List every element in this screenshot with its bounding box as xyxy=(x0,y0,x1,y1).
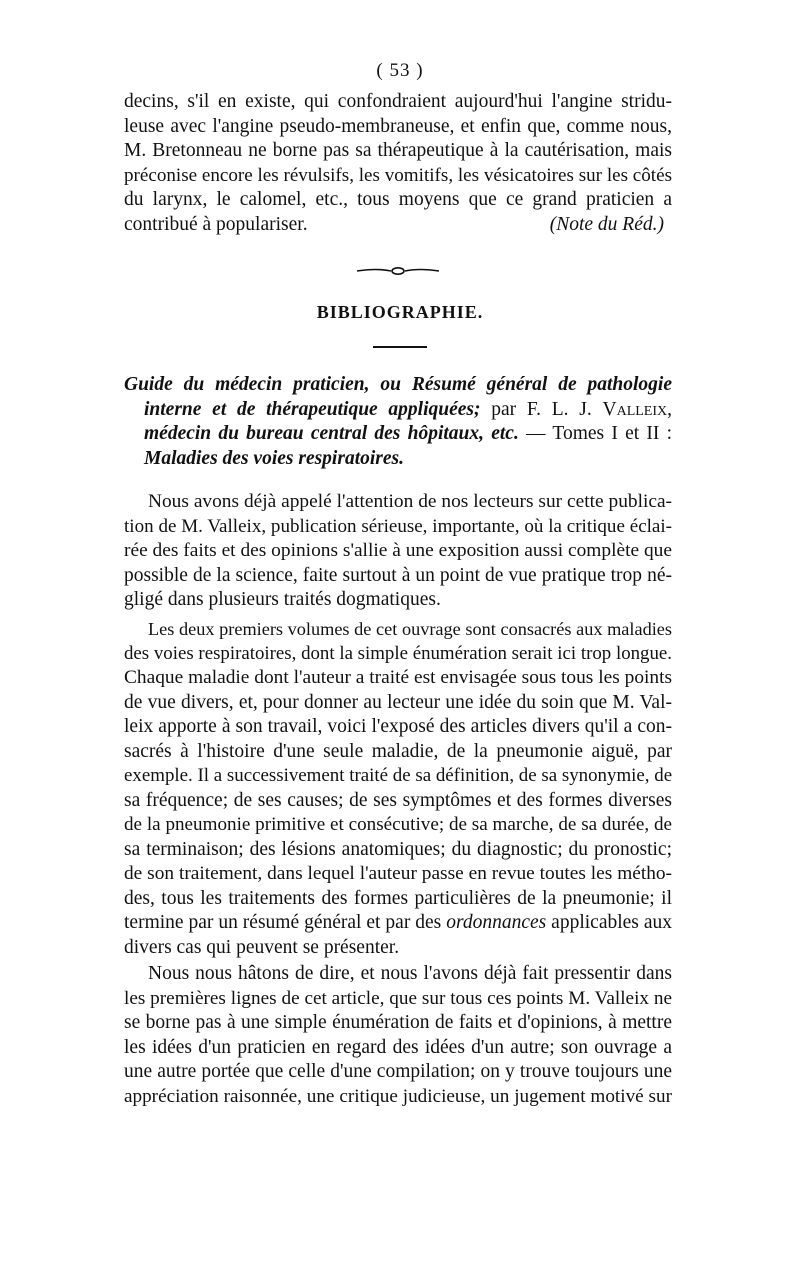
text-line: leix apporte à son travail, voici l'exposé des articles divers qu'il a con- xyxy=(124,716,672,737)
text-line: préconise encore les révulsifs, les vomitifs, les vésicatoires sur les côtés xyxy=(124,164,672,186)
heading-rule xyxy=(373,346,427,348)
book-title-part: médecin du bureau central des hôpitaux, etc. xyxy=(144,423,519,444)
text-line: sa terminaison; des lésions anatomiques; du diagnostic; du pronostic; xyxy=(124,838,672,860)
text-line: Chaque maladie dont l'auteur a traité est envisagée sous tous les points xyxy=(124,667,672,688)
text-line: decins, s'il en existe, qui confondraient aujourd'hui l'angine stridu- xyxy=(124,91,672,112)
book-volumes: — Tomes I et II : xyxy=(518,423,672,444)
note-attribution: (Note du Réd.) xyxy=(549,213,664,235)
book-title-part: interne et de thérapeutique appliquées; xyxy=(144,398,481,420)
text-line: du larynx, le calomel, etc., tous moyens que ce grand praticien a xyxy=(124,189,672,210)
paragraph-1 xyxy=(124,490,672,613)
text-line: des voies respiratoires, dont la simple énumération serait ici trop longue. xyxy=(124,642,672,664)
text-line: gligé dans plusieurs traités dogmatiques. xyxy=(124,589,441,610)
paragraph-3 xyxy=(124,962,672,1109)
text-line: M. Bretonneau ne borne pas sa thérapeutique à la cautérisation, mais xyxy=(124,140,672,161)
text-line: les idées d'un praticien en regard des idées d'un autre; son ouvrage a xyxy=(124,1036,672,1058)
ornament-divider-icon xyxy=(355,266,441,276)
text-line xyxy=(124,213,672,238)
book-author-suffix: , xyxy=(667,398,672,420)
text-line: possible de la science, faite surtout à un point de vue pratique trop né- xyxy=(124,564,672,586)
text-line: les premières lignes de cet article, que sur tous ces points M. Valleix ne xyxy=(124,987,672,1009)
book-title-line: Maladies des voies respiratoires. xyxy=(144,447,404,469)
text-line: sa fréquence; de ses causes; de ses symptômes et des formes diverses xyxy=(124,789,672,811)
text-fragment: termine par un résumé général et par des xyxy=(124,912,447,933)
text-line: de son traitement, dans lequel l'auteur passe en revue toutes les métho- xyxy=(124,863,672,884)
text-line: Les deux premiers volumes de cet ouvrage sont consacrés aux maladies xyxy=(148,619,672,639)
text-fragment: applicables aux xyxy=(546,912,673,933)
text-line: de la pneumonie primitive et consécutive; de sa marche, de sa durée, de xyxy=(124,814,672,835)
book-reference xyxy=(124,373,672,471)
paragraph-2 xyxy=(124,617,672,960)
note-last-line: contribué à populariser. xyxy=(124,213,308,235)
text-line: exemple. Il a successivement traité de sa définition, de sa synonymie, de xyxy=(124,765,673,786)
text-line: se borne pas à une simple énumération de faits et d'opinions, à mettre xyxy=(124,1012,672,1033)
text-line: sacrés à l'histoire d'une seule maladie, de la pneumonie aiguë, par xyxy=(124,740,672,762)
text-line: leuse avec l'angine pseudo-membraneuse, et enfin que, comme nous, xyxy=(124,115,672,137)
page-number: ( 53 ) xyxy=(376,60,424,81)
book-author-prefix: par F. L. J. xyxy=(480,398,603,420)
book-title-line xyxy=(124,422,672,447)
text-line: une autre portée que celle d'une compilation; on y trouve toujours une xyxy=(124,1061,672,1082)
emphasis-text: ordonnances xyxy=(446,912,547,933)
book-author: Valleix xyxy=(602,398,668,420)
editor-note xyxy=(124,90,672,237)
text-line: appréciation raisonnée, une critique judicieuse, un jugement motivé sur xyxy=(124,1085,672,1107)
text-line: Nous avons déjà appelé l'attention de nos lecteurs sur cette publica- xyxy=(148,491,672,512)
text-line xyxy=(124,911,672,936)
text-line: divers cas qui peuvent se présenter. xyxy=(124,936,400,958)
book-title-line xyxy=(124,398,672,423)
text-line: rée des faits et des opinions s'allie à une exposition aussi complète que xyxy=(124,540,672,561)
text-line: des, tous les traitements des formes particulières de la pneumonie; il xyxy=(124,887,672,909)
text-line: de vue divers, et, pour donner au lecteur une idée du soin que M. Val- xyxy=(124,691,672,713)
text-line: Nous nous hâtons de dire, et nous l'avons déjà fait pressentir dans xyxy=(148,963,672,984)
text-line: tion de M. Valleix, publication sérieuse, importante, où la critique éclai- xyxy=(124,515,672,537)
section-heading: BIBLIOGRAPHIE. xyxy=(316,302,484,322)
book-title-line: Guide du médecin praticien, ou Résumé général de pathologie xyxy=(124,374,672,395)
